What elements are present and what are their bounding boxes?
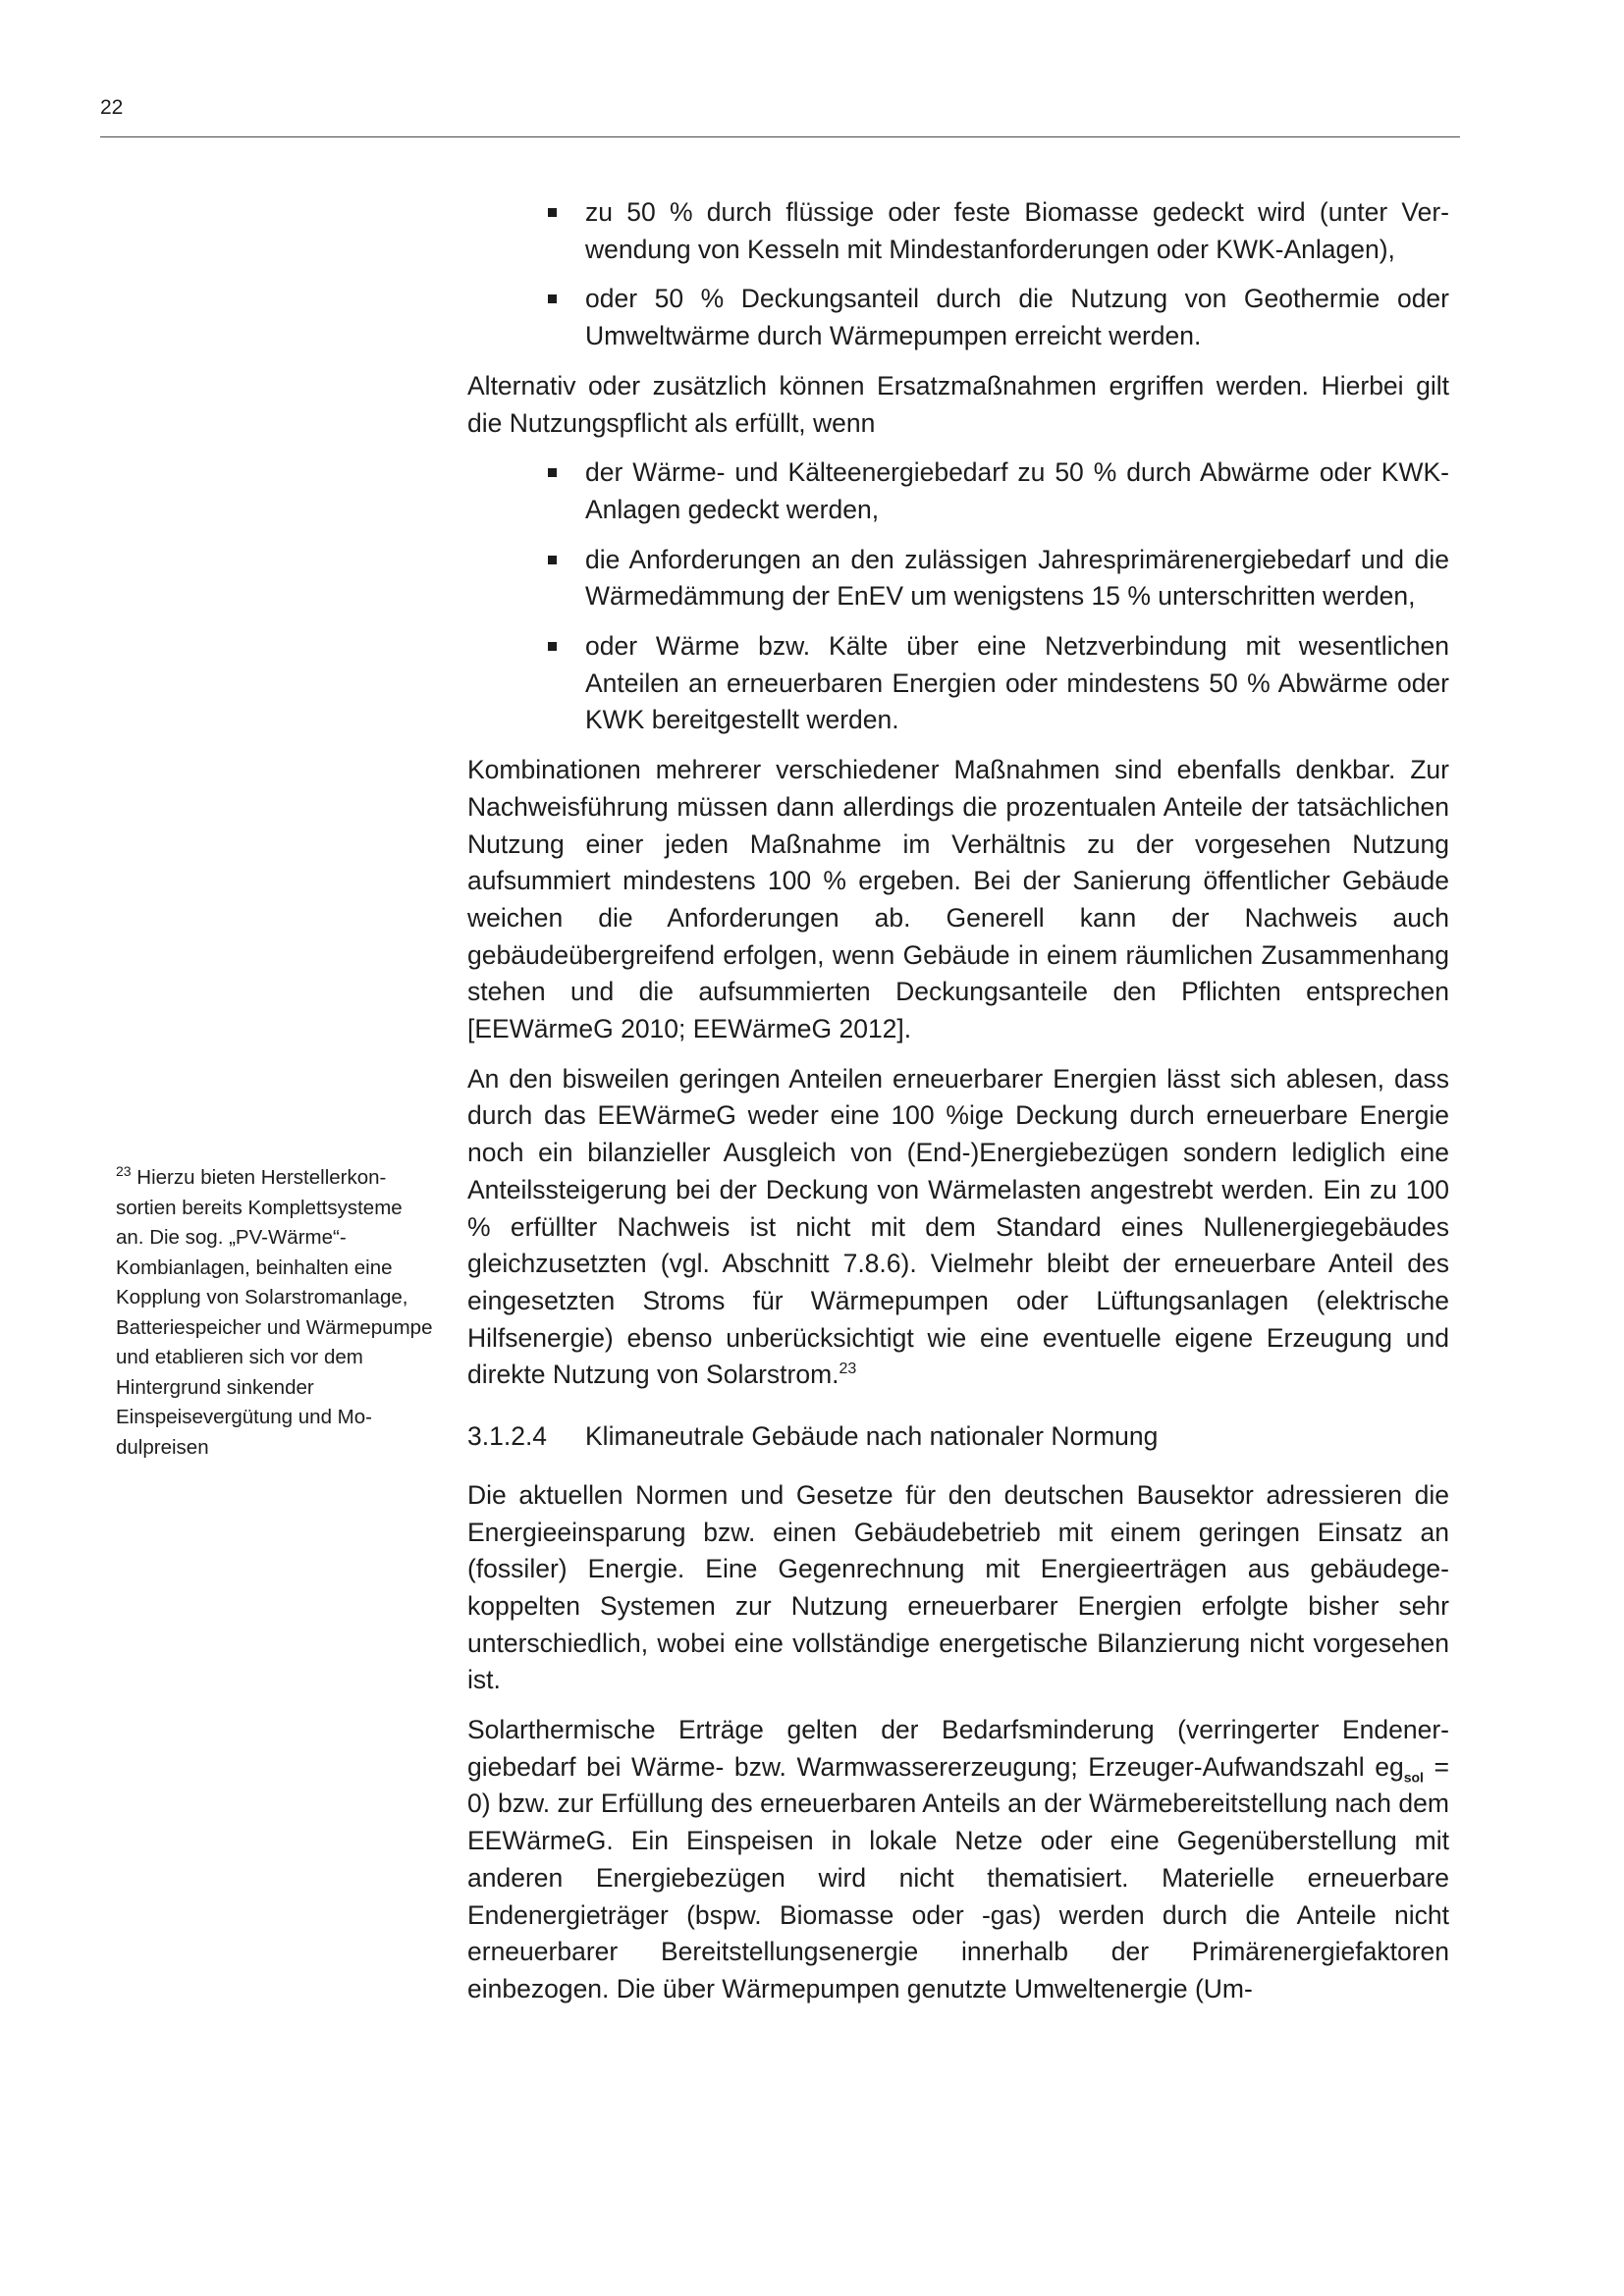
paragraph: Die aktuellen Normen und Gesetze für den deutschen Bausektor adressieren die Energieeinsparung bzw. einen Gebäudebetrieb mit einem geringen Einsatz an (fossiler) Energie. Eine Gegenrechnung mit Energieerträgen aus gebäudegekoppelten Systemen zur Nutzung erneuerbarer Energien erfolgte bisher sehr unterschiedlich, wobei eine vollständige energetische Bilanzierung nicht vorgesehen ist.	[467, 1479, 1449, 1695]
footnote-number: 23	[116, 1163, 132, 1180]
footnote-reference: 23	[839, 1361, 857, 1378]
square-bullet-icon	[548, 208, 557, 217]
main-text	[467, 194, 1449, 2021]
bullet-list-2	[467, 454, 1449, 739]
bullet-list-1	[467, 194, 1449, 355]
list-item: der Wärme- und Kälteenergiebedarf zu 50 % durch Abwärme oder KWK-Anlagen gedeckt werden,	[585, 454, 1449, 528]
square-bullet-icon	[548, 642, 557, 651]
list-item: oder 50 % Deckungsanteil durch die Nutzung von Geothermie oder Umweltwärme durch Wärmepumpen erreicht werden.	[585, 281, 1449, 354]
subscript: sol	[1403, 1769, 1424, 1786]
square-bullet-icon	[548, 468, 557, 477]
paragraph: Kombinationen mehrerer verschiedener Maßnahmen sind ebenfalls denkbar. Zur Nachweisführung müssen dann allerdings die prozentualen Anteile der tatsächlichen Nutzung einer jeden Maßnahme im Verhältnis zu der vorgesehen Nutzung aufsummiert mindestens 100 % ergeben. Bei der Sanierung öffentlicher Gebäude weichen die Anforderungen ab. Generell kann der Nachweis auch gebäudeübergreifend erfolgen, wenn Gebäude in einem räumlichen Zusammenhang stehen und die aufsummierten Deckungsanteile den Pflichten entsprechen [EEWärmeG 2010; EEWärmeG 2012].	[467, 755, 1449, 1044]
footnote	[116, 1163, 435, 1463]
square-bullet-icon	[548, 556, 557, 564]
page-number: 22	[100, 96, 124, 119]
list-item: zu 50 % durch flüssige oder feste Biomasse gedeckt wird (unter Verwendung von Kesseln mit Mindestanforderungen oder KWK-Anlagen),	[585, 194, 1449, 268]
list-item: die Anforderungen an den zulässigen Jahresprimärenergiebedarf und die Wärmedämmung der EnEV um wenigstens 15 % unterschritten werden,	[585, 542, 1449, 615]
header-rule	[100, 136, 1460, 137]
paragraph-with-footnote: An den bisweilen geringen Anteilen erneuerbarer Energien lässt sich ablesen, dass durch das EEWärmeG weder eine 100 %ige Deckung durch erneuerbare Energie noch ein bilanzieller Ausgleich von (End-)Energiebezügen sondern lediglich eine Anteilssteigerung bei der Deckung von Wärmelasten angestrebt werden. Ein zu 100 % erfüllter Nachweis ist nicht mit dem Standard eines Nullenergiegebäudes gleichzusetzten (vgl. Abschnitt 7.8.6). Vielmehr bleibt der erneuerbare Anteil des eingesetzten Stroms für Wärmepumpen oder Lüftungsanlagen (elektrische Hilfsenergie) ebenso unberücksichtigt wie eine eventuelle eigene Erzeugung und direkte Nutzung von Solarstrom.$^{23}$	[467, 1063, 1449, 1390]
section-heading	[467, 1418, 1449, 1456]
paragraph: Alternativ oder zusätzlich können Ersatzmaßnahmen ergriffen werden. Hierbei gilt die Nutzungspflicht als erfüllt, wenn	[467, 370, 1449, 438]
list-item: oder Wärme bzw. Kälte über eine Netzverbindung mit wesentlichen Anteilen an erneuerbaren Energien oder mindestens 50 % Abwärme oder KWK bereitgestellt werden.	[585, 628, 1449, 739]
section-title: Klimaneutrale Gebäude nach nationaler Normung	[585, 1421, 1159, 1452]
footnote-text: Hierzu bieten Herstellerkonsortien bereits Komplettsysteme an. Die sog. „PV-Wärme“-Kombianlagen, beinhalten eine Kopplung von Solarstromanlage, Batteriespeicher und Wärmepumpe und etablieren sich vor dem Hintergrund sinkender Einspeisevergütung und Modulpreisen	[116, 1166, 433, 1459]
paragraph: Solarthermische Erträge gelten der Bedarfsminderung (verringerter Endenergiebedarf bei Wärme- bzw. Warmwassererzeugung; Erzeuger-Aufwandszahl $eg_{sol} = 0$) bzw. zur Erfüllung des erneuerbaren Anteils an der Wärmebereitstellung nach dem EEWärmeG. Ein Einspeisen in lokale Netze oder eine Gegenüberstellung mit anderen Energiebezügen wird nicht thematisiert. Materielle erneuerbare Endenergieträger (bspw. Biomasse oder -gas) werden durch die Anteile nicht erneuerbarer Bereitstellungsenergie innerhalb der Primärenergiefaktoren einbezogen. Die über Wärmepumpen genutzte Umweltenergie (Um-	[467, 1715, 1449, 2003]
square-bullet-icon	[548, 294, 557, 303]
section-number: 3.1.2.4	[467, 1421, 548, 1452]
